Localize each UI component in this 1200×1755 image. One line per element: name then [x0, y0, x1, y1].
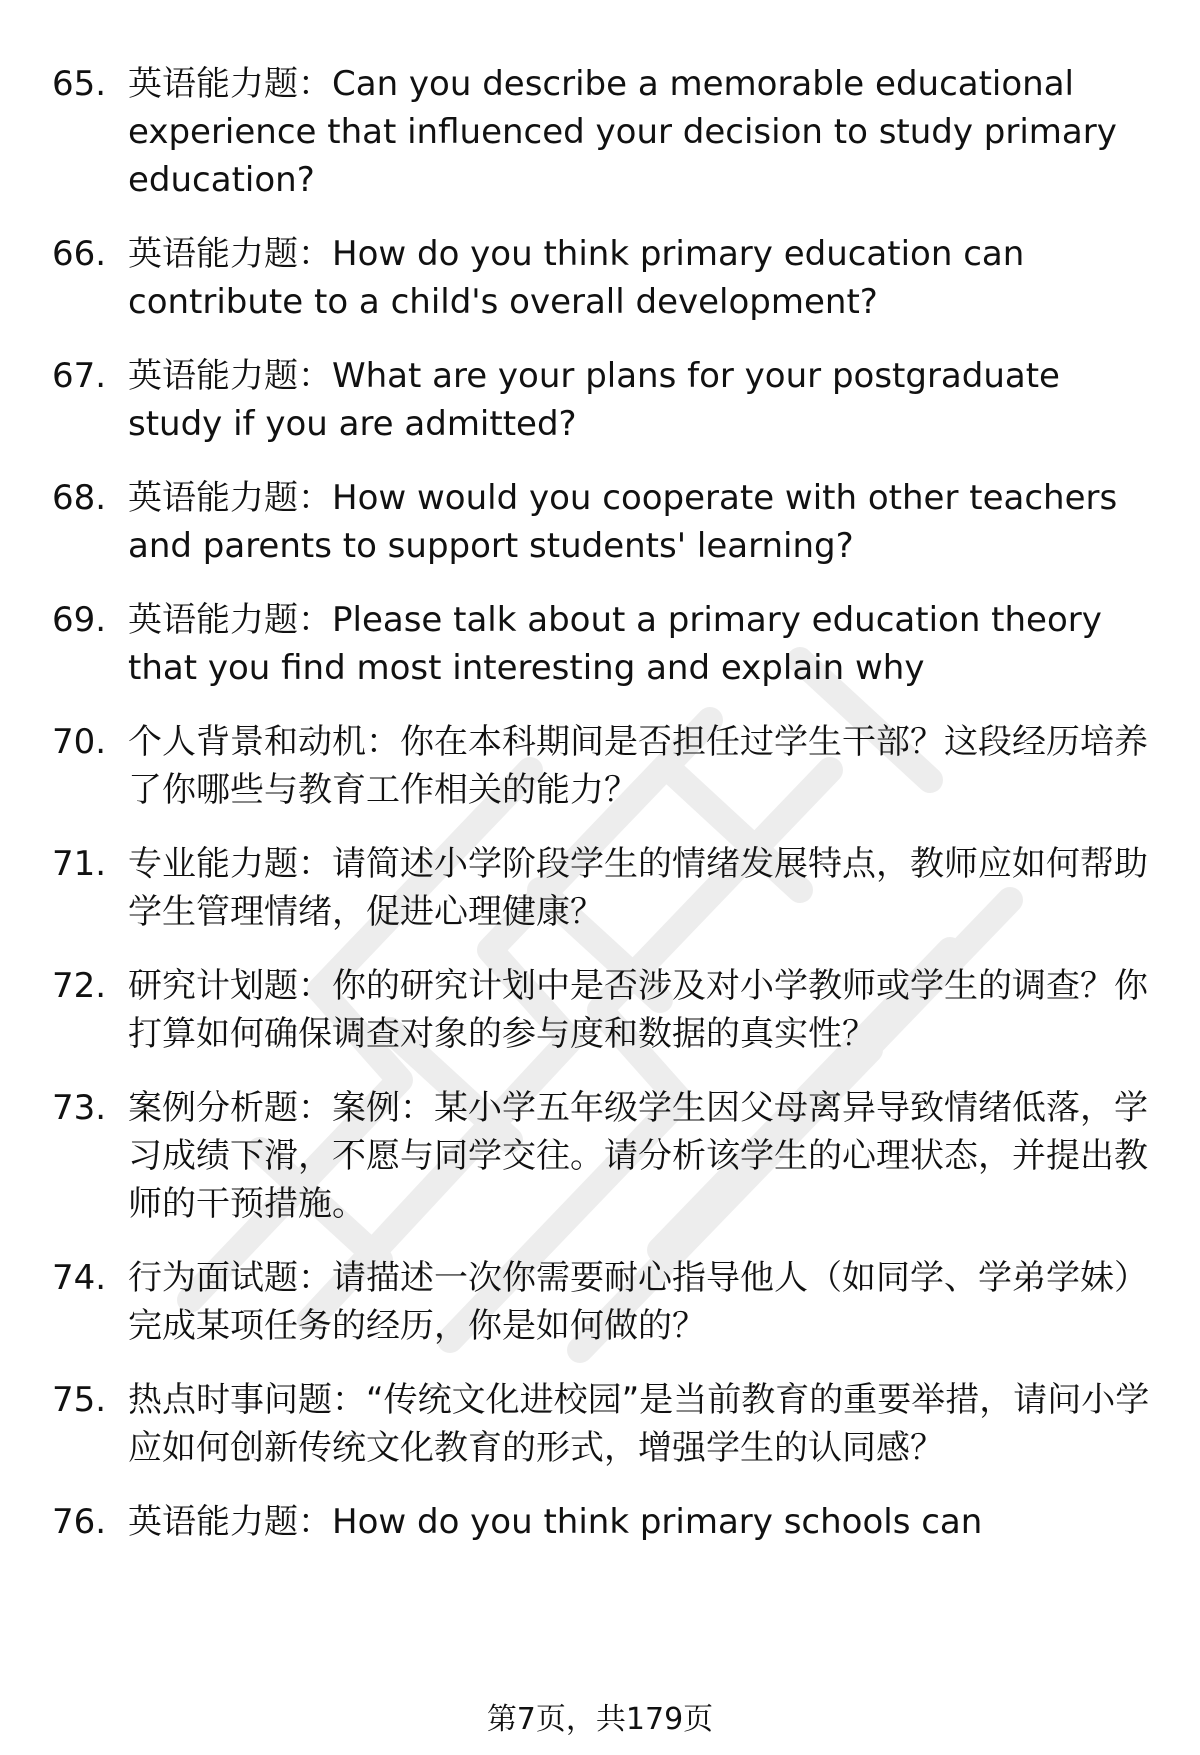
- question-number: 72.: [52, 966, 107, 1006]
- question-list: [52, 60, 1152, 1572]
- question-item-70: [52, 718, 1152, 814]
- question-item-67: [52, 352, 1152, 448]
- question-number: 70.: [52, 722, 107, 762]
- question-text: 案例分析题：案例：某小学五年级学生因父母离异导致情绪低落，学习成绩下滑，不愿与同学交往。请分析该学生的心理状态，并提出教师的干预措施。: [128, 1088, 1148, 1224]
- question-text: 研究计划题：你的研究计划中是否涉及对小学教师或学生的调查？你打算如何确保调查对象的参与度和数据的真实性？: [128, 966, 1148, 1054]
- question-number: 67.: [52, 356, 107, 396]
- question-number: 66.: [52, 234, 107, 274]
- question-text: 热点时事问题：“传统文化进校园”是当前教育的重要举措，请问小学应如何创新传统文化教育的形式，增强学生的认同感？: [128, 1380, 1150, 1468]
- question-item-73: [52, 1084, 1152, 1228]
- question-text: 英语能力题：How do you think primary education can contribute to a child's overall development?: [128, 234, 1025, 322]
- question-number: 71.: [52, 844, 107, 884]
- question-number: 65.: [52, 64, 107, 104]
- question-number: 73.: [52, 1088, 107, 1128]
- question-item-71: [52, 840, 1152, 936]
- question-item-68: [52, 474, 1152, 570]
- question-text: 个人背景和动机：你在本科期间是否担任过学生干部？这段经历培养了你哪些与教育工作相关的能力？: [128, 722, 1148, 810]
- question-item-75: [52, 1376, 1152, 1472]
- question-text: 专业能力题：请简述小学阶段学生的情绪发展特点，教师应如何帮助学生管理情绪，促进心理健康？: [128, 844, 1148, 932]
- question-number: 74.: [52, 1258, 107, 1298]
- question-item-72: [52, 962, 1152, 1058]
- question-number: 69.: [52, 600, 107, 640]
- question-number: 76.: [52, 1502, 107, 1542]
- question-item-69: [52, 596, 1152, 692]
- question-text: 英语能力题：What are your plans for your postgraduate study if you are admitted?: [128, 356, 1060, 444]
- question-text: 英语能力题：How do you think primary schools can: [128, 1502, 983, 1542]
- question-number: 75.: [52, 1380, 107, 1420]
- question-text: 行为面试题：请描述一次你需要耐心指导他人（如同学、学弟学妹）完成某项任务的经历，你是如何做的？: [128, 1258, 1148, 1346]
- question-text: 英语能力题：Can you describe a memorable educational experience that influenced your decision to study primary education?: [128, 64, 1117, 200]
- page-footer: 第7页，共179页: [486, 1702, 714, 1737]
- question-number: 68.: [52, 478, 107, 518]
- question-item-65: [52, 60, 1152, 204]
- question-text: 英语能力题：Please talk about a primary education theory that you find most interesting and explain why: [128, 600, 1102, 688]
- question-item-74: [52, 1254, 1152, 1350]
- question-item-76: [52, 1498, 1152, 1546]
- question-item-66: [52, 230, 1152, 326]
- question-text: 英语能力题：How would you cooperate with other teachers and parents to support students' learning?: [128, 478, 1118, 566]
